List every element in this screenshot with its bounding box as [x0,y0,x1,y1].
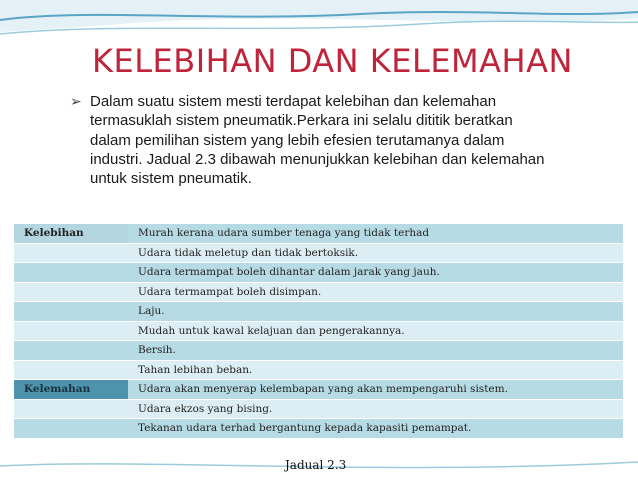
category-cell-empty [14,282,128,302]
table-cell-item: Bersih. [128,341,623,361]
table-row [14,380,623,400]
slide-title: KELEBIHAN DAN KELEMAHAN [92,42,573,80]
table-cell-item: Tahan lebihan beban. [128,360,623,380]
table-row [14,302,623,322]
table-row [14,419,623,439]
intro-paragraph: Dalam suatu sistem mesti terdapat kelebihan dan kelemahan termasuklah sistem pneumatik.Perkara ini selalu dititik beratkan dalam pemilihan sistem yang lebih efesien terutamanya dalam industri. Jadual 2.3 dibawah menunjukkan kelebihan dan kelemahan untuk sistem pneumatik. [90,93,545,188]
table-cell-item: Udara akan menyerap kelembapan yang akan mempengaruhi sistem. [128,380,623,400]
table-caption: Jadual 2.3 [285,458,347,472]
comparison-table [14,224,623,439]
category-cell-empty [14,399,128,419]
category-cell-empty [14,341,128,361]
table-row [14,224,623,243]
arrowhead-bullet-icon: ➢ [70,93,82,109]
category-label: Kelemahan [14,380,128,400]
category-cell-empty [14,263,128,283]
intro-bullet [70,92,550,188]
top-wave-decoration [0,0,638,34]
table-row [14,399,623,419]
table-cell-item: Udara ekzos yang bising. [128,399,623,419]
table-row [14,263,623,283]
table-cell-item: Laju. [128,302,623,322]
table-cell-item: Udara tidak meletup dan tidak bertoksik. [128,243,623,263]
table-cell-item: Murah kerana udara sumber tenaga yang tidak terhad [128,224,623,243]
table-cell-item: Tekanan udara terhad bergantung kepada kapasiti pemampat. [128,419,623,439]
category-cell-empty [14,419,128,439]
table-row [14,243,623,263]
category-cell-empty [14,360,128,380]
table-row [14,282,623,302]
category-label: Kelebihan [14,224,128,243]
table-row [14,321,623,341]
table-row [14,341,623,361]
category-cell-empty [14,321,128,341]
table-cell-item: Mudah untuk kawal kelajuan dan pengerakannya. [128,321,623,341]
table-row [14,360,623,380]
table-cell-item: Udara termampat boleh dihantar dalam jarak yang jauh. [128,263,623,283]
category-cell-empty [14,302,128,322]
category-cell-empty [14,243,128,263]
table-cell-item: Udara termampat boleh disimpan. [128,282,623,302]
